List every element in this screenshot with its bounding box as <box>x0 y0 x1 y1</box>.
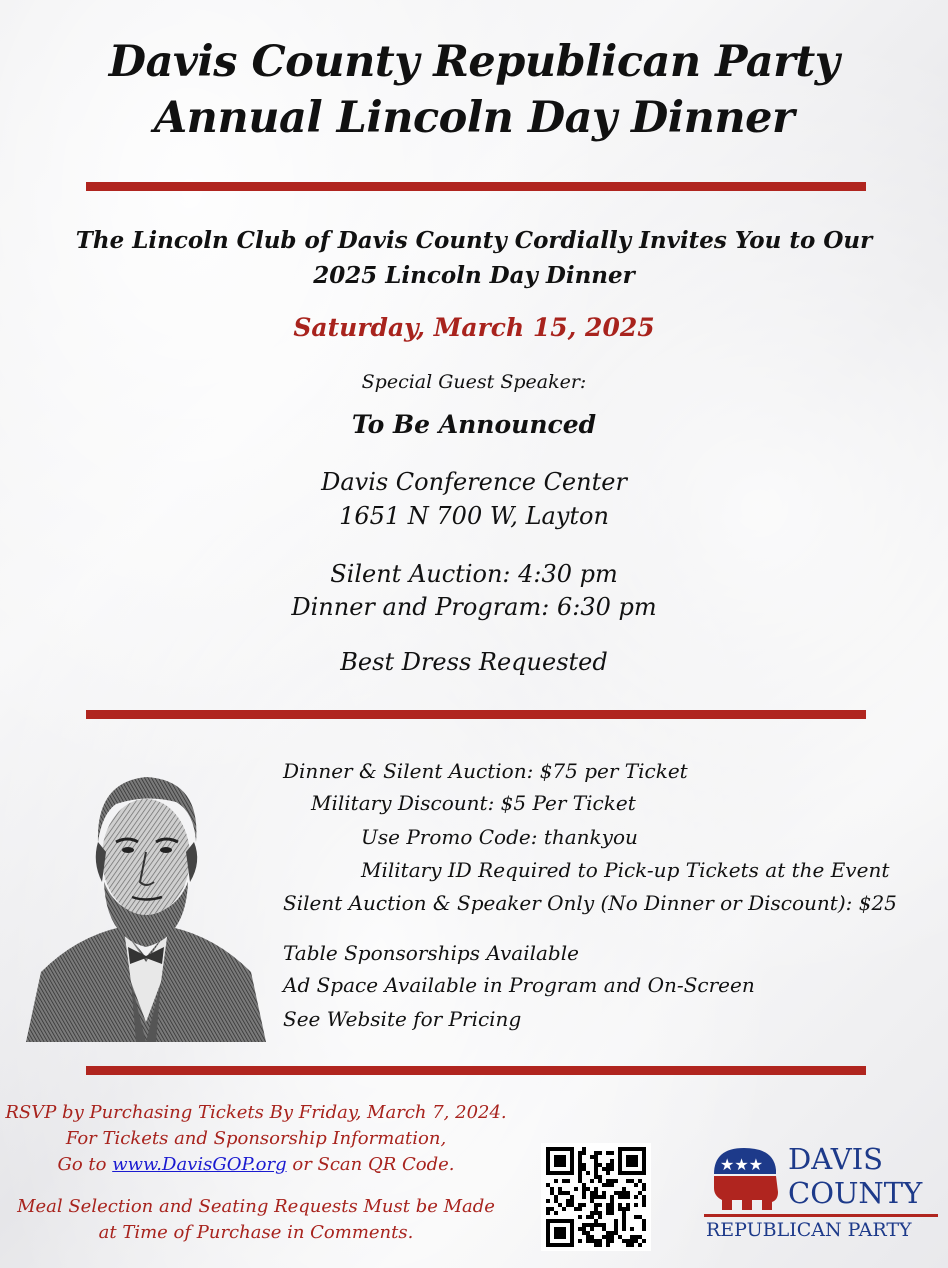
logo-line-1: DAVIS <box>788 1142 884 1176</box>
meal-line-2: at Time of Purchase in Comments. <box>98 1222 414 1243</box>
website-link[interactable]: www.DavisGOP.org <box>112 1154 287 1175</box>
rsvp-line-1: RSVP by Purchasing Tickets By Friday, March 7, 2024. <box>5 1102 507 1123</box>
qr-code-icon[interactable] <box>541 1143 651 1251</box>
gop-elephant-icon <box>708 1144 782 1214</box>
rsvp-line-3 <box>0 1152 512 1178</box>
schedule-dinner: Dinner and Program: 6:30 pm <box>291 593 657 621</box>
rsvp-block <box>0 1100 512 1246</box>
military-id-note: Military ID Required to Pick-up Tickets at the Event <box>361 858 890 882</box>
title-line-1: Davis County Republican Party <box>108 37 840 87</box>
venue-name: Davis Conference Center <box>321 468 627 496</box>
event-date: Saturday, March 15, 2025 <box>293 313 655 342</box>
speaker-label: Special Guest Speaker: <box>361 371 587 393</box>
promo-code: Use Promo Code: thankyou <box>361 825 638 849</box>
lincoln-portrait-icon <box>16 742 276 1042</box>
meal-line-1: Meal Selection and Seating Requests Must be Made <box>17 1196 495 1217</box>
gop-logo <box>704 1144 940 1244</box>
invite-line-1: The Lincoln Club of Davis County Cordially Invites You to Our <box>75 227 873 254</box>
price-dinner-auction: Dinner & Silent Auction: $75 per Ticket <box>283 759 688 783</box>
price-auction-only: Silent Auction & Speaker Only (No Dinner or Discount): $25 <box>283 891 897 915</box>
schedule-auction: Silent Auction: 4:30 pm <box>330 560 618 588</box>
divider-bottom <box>86 1066 866 1075</box>
logo-underline <box>704 1214 938 1217</box>
sponsorships-note: Table Sponsorships Available <box>283 941 579 965</box>
rsvp-line-2: For Tickets and Sponsorship Information, <box>65 1128 447 1149</box>
rsvp-line-3-prefix: Go to <box>57 1154 107 1175</box>
website-pricing-note: See Website for Pricing <box>283 1007 522 1031</box>
venue-address: 1651 N 700 W, Layton <box>339 502 609 530</box>
speaker-name: To Be Announced <box>351 410 597 439</box>
divider-top <box>86 182 866 191</box>
dress-code: Best Dress Requested <box>340 648 608 676</box>
price-military-discount: Military Discount: $5 Per Ticket <box>311 791 636 815</box>
logo-line-3: REPUBLICAN PARTY <box>706 1219 912 1241</box>
invite-line-2: 2025 Lincoln Day Dinner <box>313 262 635 289</box>
title-line-2: Annual Lincoln Day Dinner <box>153 93 795 143</box>
divider-middle <box>86 710 866 719</box>
ad-space-note: Ad Space Available in Program and On-Screen <box>283 973 755 997</box>
svg-text:★★★: ★★★ <box>720 1155 764 1174</box>
logo-line-2: COUNTY <box>788 1176 923 1210</box>
rsvp-line-3-suffix: or Scan QR Code. <box>292 1154 455 1175</box>
